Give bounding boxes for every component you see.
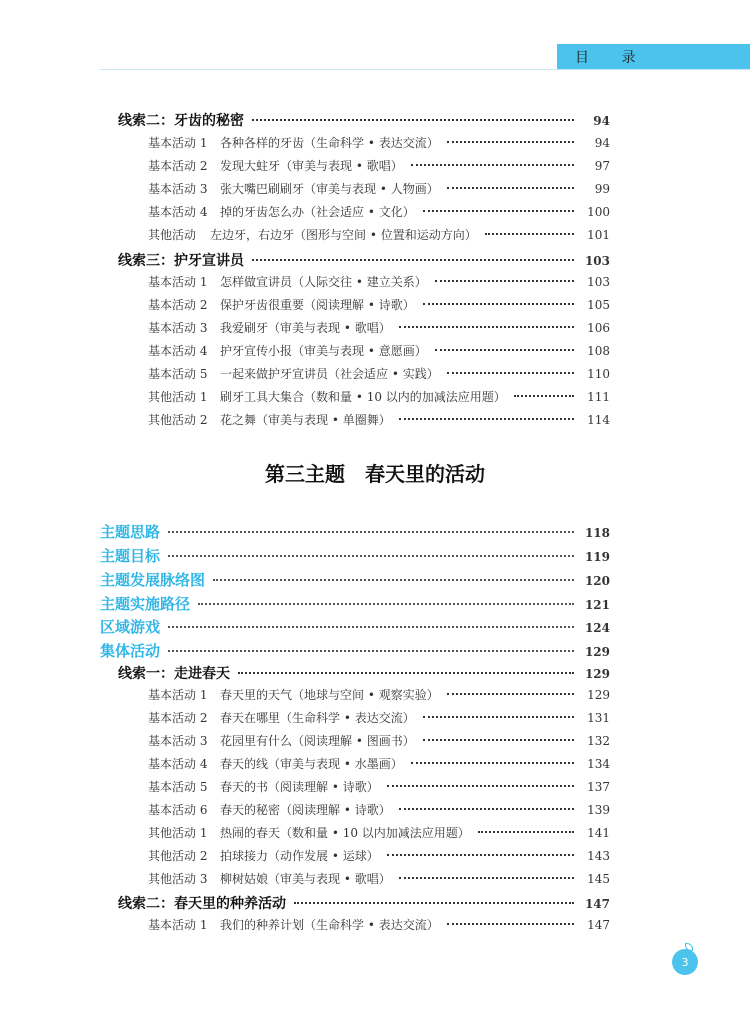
dot-leader [423, 739, 574, 741]
page-number: 137 [587, 780, 610, 794]
thread-title: 线索二：春天里的种养活动 [118, 896, 286, 912]
toc-activity-row[interactable] [148, 686, 610, 703]
toc-activity-row[interactable] [148, 157, 610, 174]
toc-activity-row[interactable] [148, 801, 610, 818]
activity-number: 其他活动 3 [148, 872, 208, 886]
activity-number: 基本活动 3 [148, 182, 208, 196]
activity-title: 我们的种养计划（生命科学 • 表达交流） [220, 918, 439, 932]
dot-leader [168, 650, 574, 652]
leaf-icon [685, 943, 693, 951]
dot-leader [485, 233, 574, 235]
activity-title: 保护牙齿很重要（阅读理解 • 诗歌） [220, 298, 415, 312]
dot-leader [399, 808, 574, 810]
toc-section-row[interactable] [100, 640, 610, 661]
page-number: 108 [587, 344, 610, 358]
page-number: 141 [587, 826, 610, 840]
activity-title: 左边牙，右边牙（图形与空间 • 位置和运动方向） [210, 228, 477, 242]
page-number: 103 [584, 254, 610, 268]
toc-activity-row[interactable] [148, 916, 610, 933]
activity-number: 基本活动 1 [148, 918, 208, 932]
section-title: 主题实施路径 [100, 595, 191, 613]
page-number: 114 [587, 413, 610, 427]
page-number: 94 [593, 114, 610, 128]
toc-section-row[interactable] [100, 569, 610, 590]
dot-leader [447, 923, 574, 925]
dot-leader [399, 877, 574, 879]
activity-title: 春天里的天气（地球与空间 • 观察实验） [220, 688, 439, 702]
page-number: 139 [587, 803, 610, 817]
dot-leader [168, 626, 574, 628]
activity-title: 拍球接力（动作发展 • 运球） [220, 849, 379, 863]
activity-number: 基本活动 3 [148, 734, 208, 748]
dot-leader [399, 326, 574, 328]
toc-section-row[interactable] [100, 593, 610, 614]
dot-leader [447, 693, 574, 695]
dot-leader [168, 531, 574, 533]
activity-title: 柳树姑娘（审美与表现 • 歌唱） [220, 872, 391, 886]
toc-activity-row[interactable] [148, 226, 610, 243]
activity-number: 其他活动 2 [148, 849, 208, 863]
activity-title: 掉的牙齿怎么办（社会适应 • 文化） [220, 205, 415, 219]
page-number: 103 [587, 275, 610, 289]
page-number: 147 [587, 918, 610, 932]
toc-activity-row[interactable] [148, 365, 610, 382]
toc-activity-row[interactable] [148, 296, 610, 313]
toc-activity-row[interactable] [148, 342, 610, 359]
header-divider [100, 69, 750, 70]
activity-title: 花园里有什么（阅读理解 • 图画书） [220, 734, 415, 748]
activity-number: 基本活动 4 [148, 205, 208, 219]
thread-title: 线索三：护牙宣讲员 [118, 253, 244, 269]
page-number: 129 [587, 688, 610, 702]
activity-number: 基本活动 2 [148, 711, 208, 725]
activity-title: 春天的书（阅读理解 • 诗歌） [220, 780, 379, 794]
activity-number: 其他活动 1 [148, 826, 208, 840]
activity-title: 怎样做宣讲员（人际交往 • 建立关系） [220, 275, 427, 289]
page-number: 129 [584, 645, 610, 659]
toc-thread-row[interactable] [118, 110, 610, 130]
page-number: 94 [594, 136, 610, 150]
page-number: 145 [587, 872, 610, 886]
dot-leader [387, 785, 574, 787]
page-number: 129 [584, 667, 610, 681]
dot-leader [213, 579, 574, 581]
dot-leader [423, 716, 574, 718]
activity-title: 刷牙工具大集合（数和量 • 10 以内的加减法应用题） [220, 390, 506, 404]
dot-leader [238, 672, 574, 674]
dot-leader [387, 854, 574, 856]
page-number: 100 [587, 205, 610, 219]
toc-activity-row[interactable] [148, 388, 610, 405]
thread-title: 线索二：牙齿的秘密 [118, 113, 244, 129]
toc-activity-row[interactable] [148, 824, 610, 841]
activity-title: 花之舞（审美与表现 • 单圈舞） [220, 413, 391, 427]
toc-thread-row[interactable] [118, 663, 610, 683]
page-number-text: 3 [681, 955, 689, 969]
toc-activity-row[interactable] [148, 273, 610, 290]
section-title: 主题目标 [100, 547, 161, 565]
toc-activity-row[interactable] [148, 870, 610, 887]
activity-number: 基本活动 2 [148, 298, 208, 312]
section-title: 集体活动 [100, 642, 161, 660]
page-number: 121 [584, 598, 610, 612]
page-number: 105 [587, 298, 610, 312]
page-number: 97 [594, 159, 610, 173]
toc-section-row[interactable] [100, 616, 610, 637]
dot-leader [411, 762, 574, 764]
activity-title: 春天的线（审美与表现 • 水墨画） [220, 757, 403, 771]
activity-title: 各种各样的牙齿（生命科学 • 表达交流） [220, 136, 439, 150]
page-number: 131 [587, 711, 610, 725]
dot-leader [447, 141, 574, 143]
page-number: 99 [594, 182, 610, 196]
toc-activity-row[interactable] [148, 778, 610, 795]
section-title: 主题思路 [100, 523, 161, 541]
toc-section-row[interactable] [100, 545, 610, 566]
page-number: 124 [584, 621, 610, 635]
page-number: 120 [584, 574, 610, 588]
dot-leader [423, 303, 574, 305]
page-number: 106 [587, 321, 610, 335]
dot-leader [514, 395, 574, 397]
activity-title: 春天的秘密（阅读理解 • 诗歌） [220, 803, 391, 817]
activity-number: 基本活动 1 [148, 275, 208, 289]
dot-leader [435, 349, 574, 351]
page-number: 119 [584, 550, 610, 564]
toc-section-row[interactable] [100, 521, 610, 542]
page-number: 118 [584, 526, 610, 540]
dot-leader [198, 603, 574, 605]
page-number: 147 [584, 897, 610, 911]
toc-activity-row[interactable] [148, 180, 610, 197]
toc-activity-row[interactable] [148, 134, 610, 151]
activity-title: 热闹的春天（数和量 • 10 以内加减法应用题） [220, 826, 470, 840]
page-number: 110 [587, 367, 610, 381]
activity-number: 基本活动 1 [148, 688, 208, 702]
page-number: 132 [587, 734, 610, 748]
activity-number: 基本活动 2 [148, 159, 208, 173]
activity-number: 基本活动 6 [148, 803, 208, 817]
section-title: 主题发展脉络图 [100, 571, 206, 589]
dot-leader [447, 187, 574, 189]
page-number: 111 [587, 390, 610, 404]
dot-leader [252, 119, 574, 121]
dot-leader [294, 902, 574, 904]
dot-leader [252, 259, 574, 261]
thread-title: 线索一：走进春天 [118, 666, 230, 682]
dot-leader [168, 555, 574, 557]
activity-number: 其他活动 2 [148, 413, 208, 427]
toc-activity-row[interactable] [148, 411, 610, 428]
toc-activity-row[interactable] [148, 755, 610, 772]
page-number: 143 [587, 849, 610, 863]
dot-leader [478, 831, 574, 833]
activity-number: 基本活动 5 [148, 780, 208, 794]
activity-title: 春天在哪里（生命科学 • 表达交流） [220, 711, 415, 725]
page-number-badge [672, 949, 698, 975]
activity-number: 基本活动 4 [148, 757, 208, 771]
theme-title: 第三主题 春天里的活动 [265, 462, 485, 486]
activity-title: 护牙宣传小报（审美与表现 • 意愿画） [220, 344, 427, 358]
page-number: 101 [587, 228, 610, 242]
activity-number: 其他活动 1 [148, 390, 208, 404]
page-number: 134 [587, 757, 610, 771]
dot-leader [399, 418, 574, 420]
activity-number: 基本活动 5 [148, 367, 208, 381]
activity-title: 张大嘴巴刷刷牙（审美与表现 • 人物画） [220, 182, 439, 196]
activity-number: 其他活动 [148, 228, 197, 242]
activity-number: 基本活动 4 [148, 344, 208, 358]
activity-title: 一起来做护牙宣讲员（社会适应 • 实践） [220, 367, 439, 381]
dot-leader [423, 210, 574, 212]
toc-thread-row[interactable] [118, 893, 610, 913]
activity-title: 发现大蛀牙（审美与表现 • 歌唱） [220, 159, 403, 173]
header-title: 目 录 [575, 50, 650, 66]
toc-thread-row[interactable] [118, 250, 610, 270]
dot-leader [447, 372, 574, 374]
header-bar [557, 44, 750, 70]
dot-leader [411, 164, 574, 166]
toc-activity-row[interactable] [148, 319, 610, 336]
toc-activity-row[interactable] [148, 203, 610, 220]
activity-number: 基本活动 3 [148, 321, 208, 335]
section-title: 区域游戏 [100, 618, 161, 636]
toc-activity-row[interactable] [148, 709, 610, 726]
activity-number: 基本活动 1 [148, 136, 208, 150]
activity-title: 我爱刷牙（审美与表现 • 歌唱） [220, 321, 391, 335]
toc-activity-row[interactable] [148, 847, 610, 864]
dot-leader [435, 280, 574, 282]
toc-activity-row[interactable] [148, 732, 610, 749]
